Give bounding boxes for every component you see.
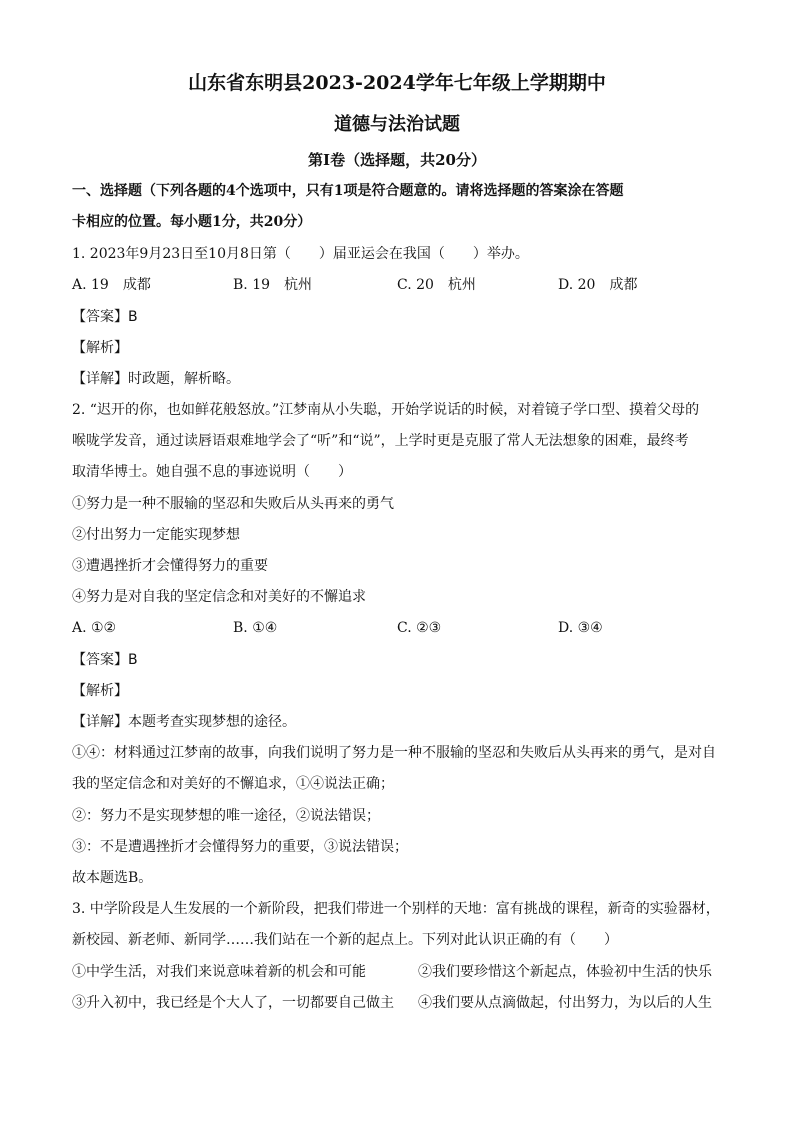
question-2-stem-line1: 2. “迟开的你，也如鲜花般怒放。”江梦南从小失聪，开始学说话的时候，对着镜子学口型、摸着父母的 (72, 402, 700, 418)
q2-detail-line5: ③：不是遭遇挫折才会懂得努力的重要，③说法错误； (72, 839, 408, 855)
q3-statement-2: ②我们要珍惜这个新起点，体验初中生活的快乐 (418, 964, 712, 980)
q2-option-a: A. ①② (72, 620, 117, 636)
q3-statement-1: ①中学生活，对我们来说意味着新的机会和可能 (72, 964, 366, 980)
q1-analysis-label: 【解析】 (72, 340, 128, 356)
question-1-stem: 1. 2023年9月23日至10月8日第（ ）届亚运会在我国（ ）举办。 (72, 246, 529, 262)
q1-option-c: C. 20 杭州 (397, 277, 476, 293)
q2-option-d: D. ③④ (558, 620, 603, 636)
q2-detail-line3: 我的坚定信念和对美好的不懈追求，①④说法正确； (72, 776, 394, 792)
q2-statement-3: ③遭遇挫折才会懂得努力的重要 (72, 558, 268, 574)
q2-statement-4: ④努力是对自我的坚定信念和对美好的不懈追求 (72, 589, 366, 605)
exam-title: 山东省东明县2023-2024学年七年级上学期期中 (188, 72, 606, 94)
q2-option-b: B. ①④ (233, 620, 278, 636)
section-instructions-line2: 卡相应的位置。每小题1分，共20分） (72, 214, 312, 230)
part-heading: 第Ⅰ卷（选择题，共20分） (308, 151, 486, 169)
q1-option-b: B. 19 杭州 (233, 277, 313, 293)
q3-statement-3: ③升入初中，我已经是个大人了，一切都要自己做主 (72, 995, 394, 1011)
question-2-stem-line3: 取清华博士。她自强不息的事迹说明（ ） (72, 464, 352, 480)
q2-option-c: C. ②③ (397, 620, 442, 636)
q2-detail-line4: ②：努力不是实现梦想的唯一途径，②说法错误； (72, 808, 380, 824)
question-3-stem-line2: 新校园、新老师、新同学……我们站在一个新的起点上。下列对此认识正确的有（ ） (72, 932, 618, 948)
q2-detail-line1: 【详解】本题考查实现梦想的途径。 (72, 714, 296, 730)
q1-answer: 【答案】B (72, 309, 138, 325)
q2-detail-line6: 故本题选B。 (72, 870, 153, 886)
q3-statement-4: ④我们要从点滴做起，付出努力，为以后的人生 (418, 995, 712, 1011)
q1-detail: 【详解】时政题，解析略。 (72, 371, 240, 387)
section-instructions-line1: 一、选择题（下列各题的4个选项中，只有1项是符合题意的。请将选择题的答案涂在答题 (72, 183, 624, 199)
q1-option-a: A. 19 成都 (72, 277, 151, 293)
exam-subtitle: 道德与法治试题 (334, 114, 460, 135)
question-2-stem-line2: 喉咙学发音，通过读唇语艰难地学会了“听”和“说”，上学时更是克服了常人无法想象的困难，最终考 (72, 433, 689, 449)
q2-answer: 【答案】B (72, 652, 138, 668)
q2-statement-1: ①努力是一种不服输的坚忍和失败后从头再来的勇气 (72, 496, 394, 512)
q2-detail-line2: ①④：材料通过江梦南的故事，向我们说明了努力是一种不服输的坚忍和失败后从头再来的勇气，是对自 (72, 745, 716, 761)
q2-statement-2: ②付出努力一定能实现梦想 (72, 527, 240, 543)
q2-analysis-label: 【解析】 (72, 683, 128, 699)
question-3-stem-line1: 3. 中学阶段是人生发展的一个新阶段，把我们带进一个别样的天地：富有挑战的课程，新奇的实验器材， (72, 901, 720, 917)
q1-option-d: D. 20 成都 (558, 277, 638, 293)
